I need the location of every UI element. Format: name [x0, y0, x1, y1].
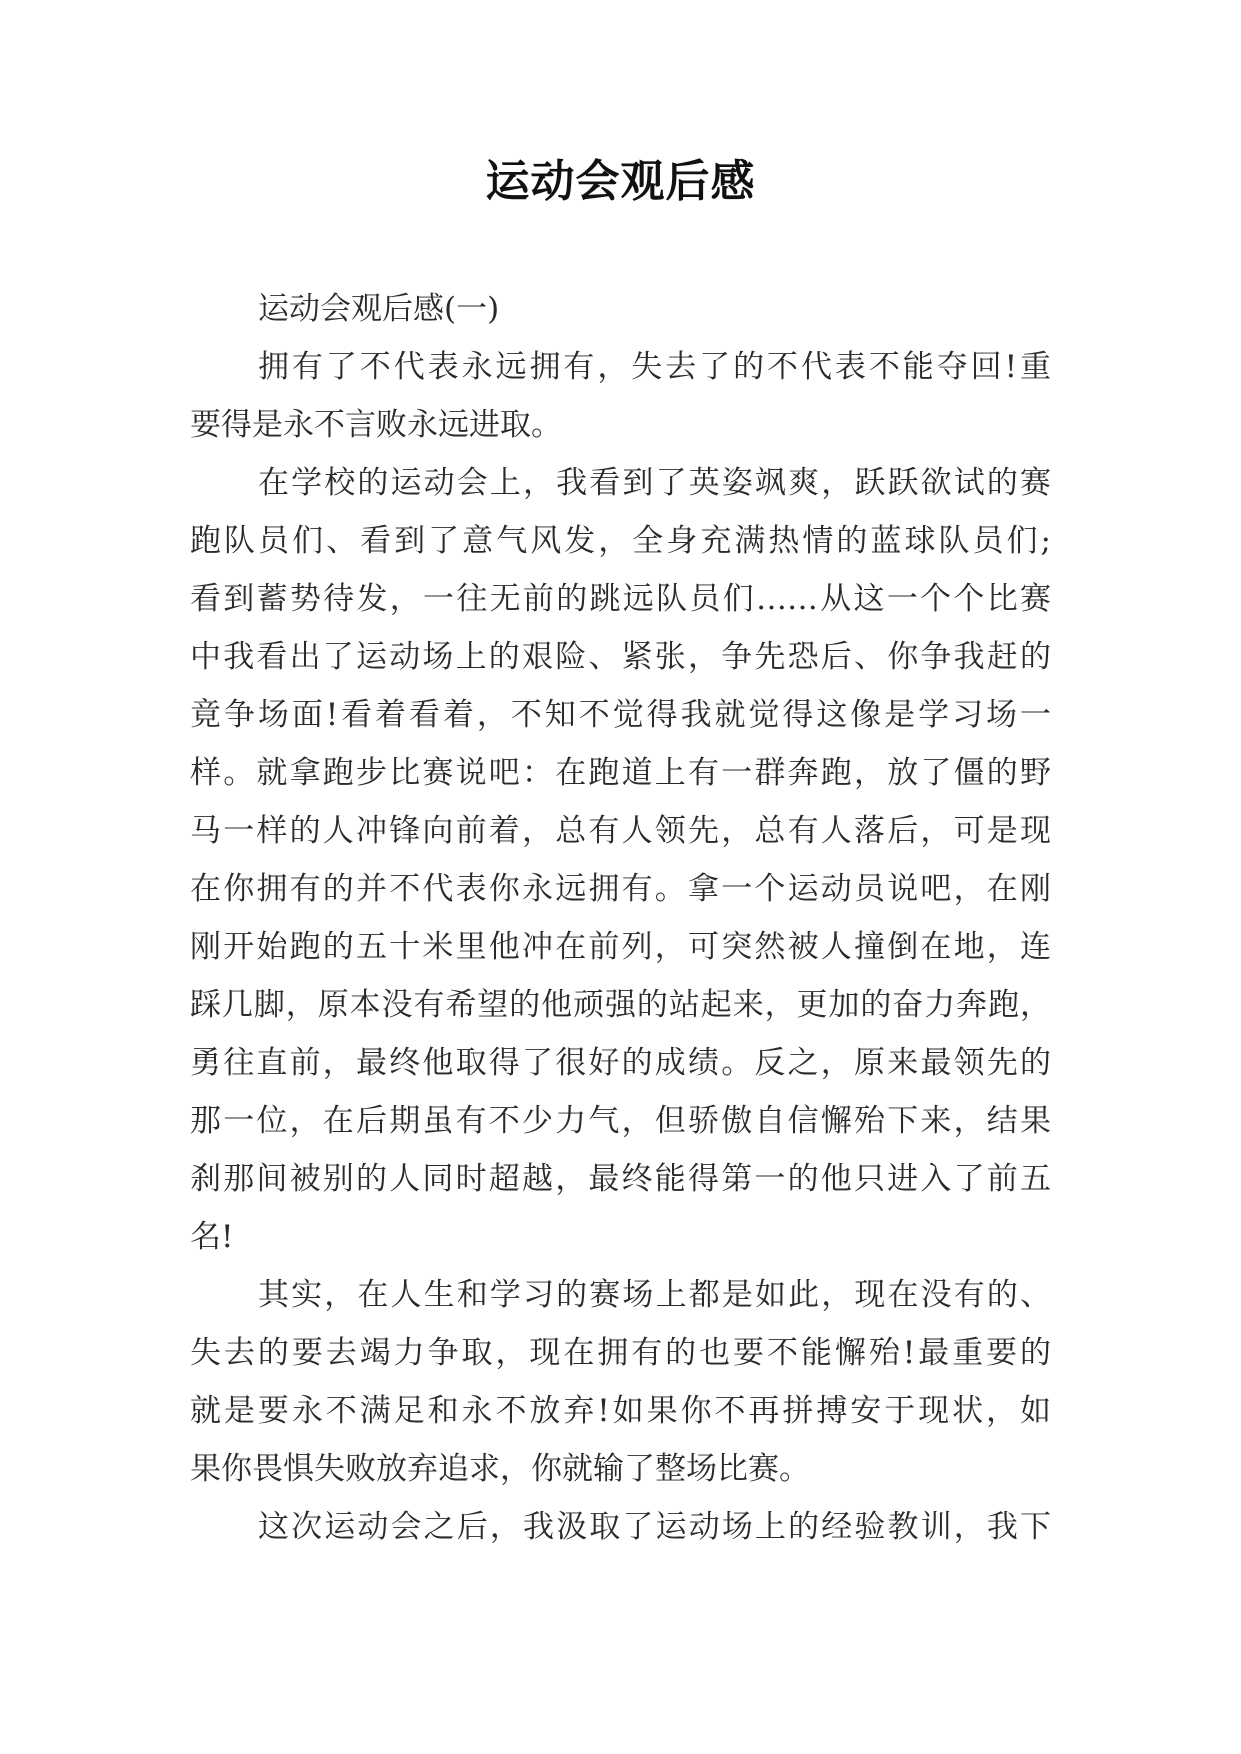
paragraph-line: 拥有了不代表永远拥有，失去了的不代表不能夺回!重 — [258, 349, 1051, 385]
paragraph-2 — [190, 454, 1051, 1266]
paragraph-line: 竟争场面!看着看着，不知不觉得我就觉得这像是学习场一 — [190, 697, 1051, 733]
paragraph-line: 踩几脚，原本没有希望的他顽强的站起来，更加的奋力奔跑， — [190, 987, 1051, 1023]
paragraph-line: 名! — [190, 1219, 234, 1255]
paragraph-line: 在你拥有的并不代表你永远拥有。拿一个运动员说吧，在刚 — [190, 871, 1051, 907]
section-heading: 运动会观后感(一) — [258, 291, 500, 327]
paragraph-line: 果你畏惧失败放弃追求，你就输了整场比赛。 — [190, 1451, 810, 1487]
paragraph-3 — [190, 1266, 1051, 1498]
paragraph-line: 那一位，在后期虽有不少力气，但骄傲自信懈殆下来，结果 — [190, 1103, 1051, 1139]
paragraph-line: 要得是永不言败永远进取。 — [190, 407, 562, 443]
document-body — [190, 280, 1051, 1556]
paragraph-1 — [190, 338, 1051, 454]
paragraph-line: 勇往直前，最终他取得了很好的成绩。反之，原来最领先的 — [190, 1045, 1051, 1081]
paragraph-line: 看到蓄势待发，一往无前的跳远队员们……从这一个个比赛 — [190, 581, 1051, 617]
paragraph-line: 其实，在人生和学习的赛场上都是如此，现在没有的、 — [258, 1277, 1051, 1313]
paragraph-line: 失去的要去竭力争取，现在拥有的也要不能懈殆!最重要的 — [190, 1335, 1051, 1371]
paragraph-line: 就是要永不满足和永不放弃!如果你不再拼搏安于现状，如 — [190, 1393, 1051, 1429]
paragraph-line: 刚开始跑的五十米里他冲在前列，可突然被人撞倒在地，连 — [190, 929, 1051, 965]
paragraph-4 — [190, 1498, 1051, 1556]
paragraph-line: 跑队员们、看到了意气风发，全身充满热情的蓝球队员们; — [190, 523, 1051, 559]
paragraph-line: 样。就拿跑步比赛说吧：在跑道上有一群奔跑，放了僵的野 — [190, 755, 1051, 791]
document-title: 运动会观后感 — [485, 156, 756, 207]
paragraph-line: 这次运动会之后，我汲取了运动场上的经验教训，我下 — [258, 1509, 1051, 1545]
paragraph-line: 中我看出了运动场上的艰险、紧张，争先恐后、你争我赶的 — [190, 639, 1051, 675]
paragraph-line: 刹那间被别的人同时超越，最终能得第一的他只进入了前五 — [190, 1161, 1051, 1197]
paragraph-line: 在学校的运动会上，我看到了英姿飒爽，跃跃欲试的赛 — [258, 465, 1051, 501]
paragraph-line: 马一样的人冲锋向前着，总有人领先，总有人落后，可是现 — [190, 813, 1051, 849]
